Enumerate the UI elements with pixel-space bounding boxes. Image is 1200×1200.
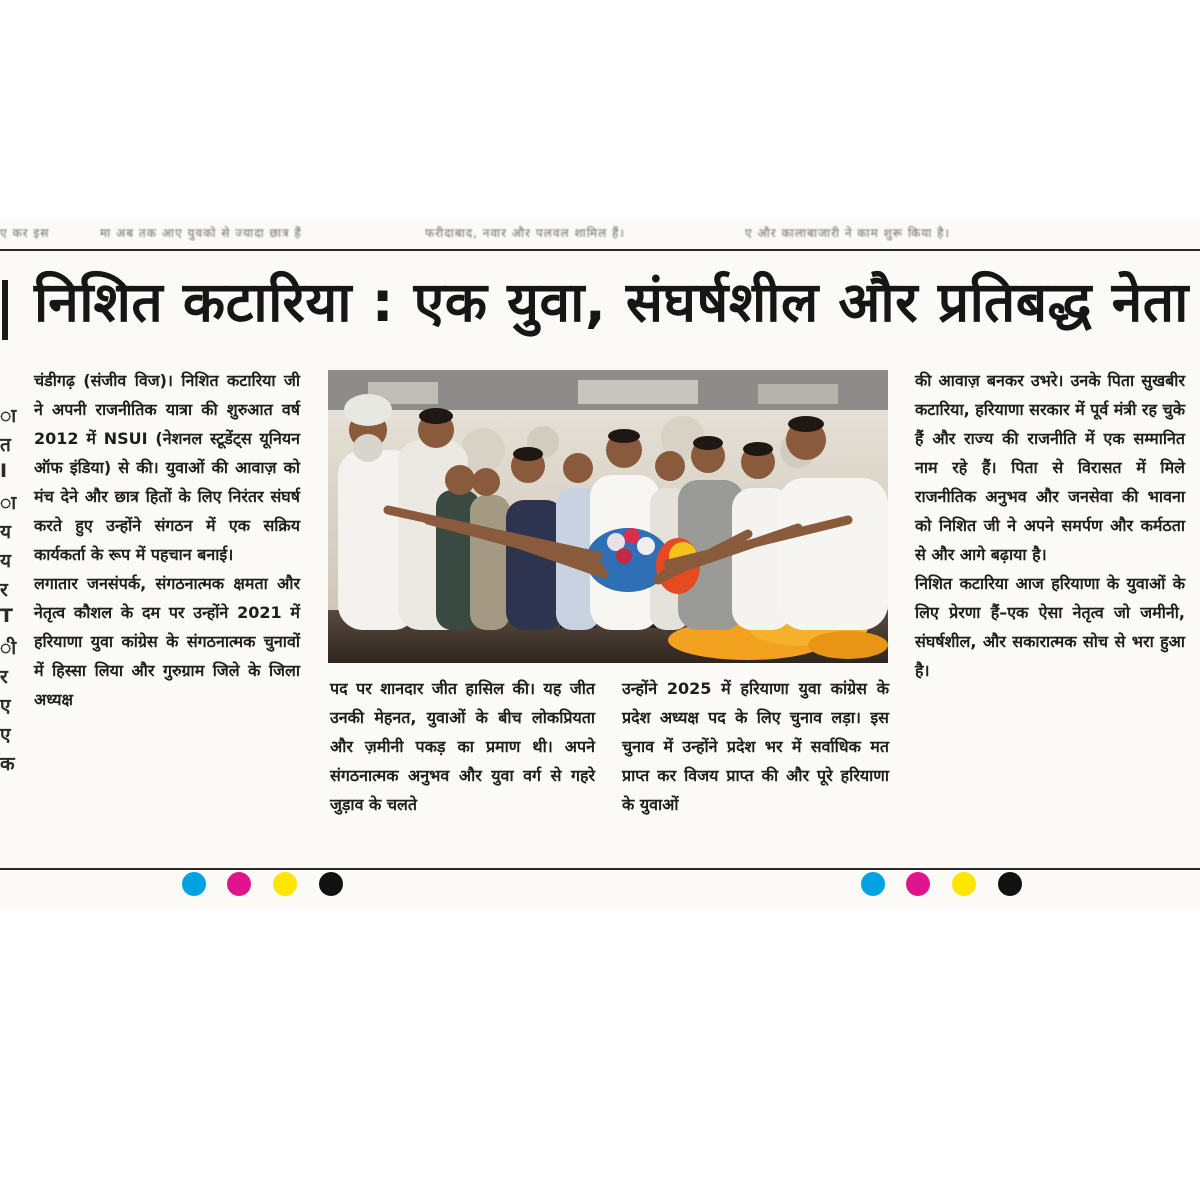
edge-fragment-char: य (0, 550, 12, 572)
edge-fragment-char: I (0, 460, 8, 482)
dateline: चंडीगढ़ (संजीव विज)। (34, 371, 173, 390)
article-column-2 (330, 674, 595, 864)
edge-fragment-char: त (0, 434, 11, 456)
edge-fragment-char: र (0, 666, 8, 688)
edge-fragment-char: ी (0, 637, 17, 659)
registration-dot-cyan (182, 872, 206, 896)
registration-dot-black (319, 872, 343, 896)
registration-dot-cyan (861, 872, 885, 896)
article-column-3 (622, 674, 889, 864)
edge-fragment-char: ए (0, 724, 11, 746)
column-edge-bar (2, 280, 8, 340)
column-3-text: उन्होंने 2025 में हरियाणा युवा कांग्रेस के प्रदेश अध्यक्ष पद के लिए चुनाव लड़ा। इस चुनाव में उन्होंने प्रदेश भर में सर्वाधिक मत प्राप्त कर विजय प्राप्त की और पूरे हरियाणा के युवाओं (622, 679, 889, 814)
edge-fragment-char: ए (0, 695, 11, 717)
edge-fragment-char: य (0, 521, 12, 543)
edge-fragment-char: र (0, 579, 8, 601)
registration-dot-yellow (273, 872, 297, 896)
registration-dot-magenta (227, 872, 251, 896)
article-column-1 (34, 366, 300, 866)
article-headline: निशित कटारिया : एक युवा, संघर्षशील और प्रतिबद्ध नेता (34, 270, 1189, 334)
adjacent-column-fragment (0, 402, 17, 779)
column-4-text: की आवाज़ बनकर उभरे। उनके पिता सुखबीर कटारिया, हरियाणा सरकार में पूर्व मंत्री रह चुके हैं और राज्य की राजनीति में एक सम्मानित नाम रहे हैं। पिता से विरासत में मिले राजनीतिक अनुभव और जनसेवा की भावना को निशित जी ने अपने समर्पण और कर्मठता से और आगे बढ़ाया है। (915, 371, 1185, 564)
edge-fragment-char: ा (0, 405, 17, 427)
group-photo (328, 370, 888, 663)
edge-fragment-char: क (0, 753, 15, 775)
edge-fragment-char: T (0, 605, 13, 627)
column-1-paragraph-2: लगातार जनसंपर्क, संगठनात्मक क्षमता और नेतृत्व कौशल के दम पर उन्होंने 2021 में हरियाणा युवा कांग्रेस के संगठनात्मक चुनावों में हिस्सा लिया और गुरुग्राम जिले के जिला अध्यक्ष (34, 574, 300, 709)
bottom-rule (0, 868, 1200, 870)
registration-dot-yellow (952, 872, 976, 896)
column-1-text: निशित कटारिया जी ने अपनी राजनीतिक यात्रा की शुरुआत वर्ष 2012 में NSUI (नेशनल स्टूडेंट्स यूनियन ऑफ इंडिया) से की। युवाओं की आवाज़ को मंच देने और छात्र हितों के लिए निरंतर संघर्ष करते हुए उन्होंने संगठन में एक सक्रिय कार्यकर्ता के रूप में पहचान बनाई। (34, 371, 300, 564)
registration-dot-magenta (906, 872, 930, 896)
article-column-4 (915, 366, 1185, 866)
photo-illustration (328, 370, 888, 663)
top-rule (0, 249, 1200, 251)
newspaper-clipping (0, 218, 1200, 908)
registration-dot-black (998, 872, 1022, 896)
edge-fragment-char: ा (0, 492, 17, 514)
column-4-paragraph-2: निशित कटारिया आज हरियाणा के युवाओं के लिए प्रेरणा हैं–एक ऐसा नेतृत्व जो जमीनी, संघर्षशील, और सकारात्मक सोच से भरा हुआ है। (915, 574, 1185, 680)
cut-off-previous-article: ए कर इस मा अब तक आए युवको से ज्यादा छात्र हैं फरीदाबाद, नवार और पलवल शामिल हैं। ए और कालाबाजारी ने काम शुरू किया है। (0, 226, 951, 240)
column-2-text: पद पर शानदार जीत हासिल की। यह जीत उनकी मेहनत, युवाओं के बीच लोकप्रियता और ज़मीनी पकड़ का प्रमाण थी। अपने संगठनात्मक अनुभव और युवा वर्ग से गहरे जुड़ाव के चलते (330, 679, 595, 814)
